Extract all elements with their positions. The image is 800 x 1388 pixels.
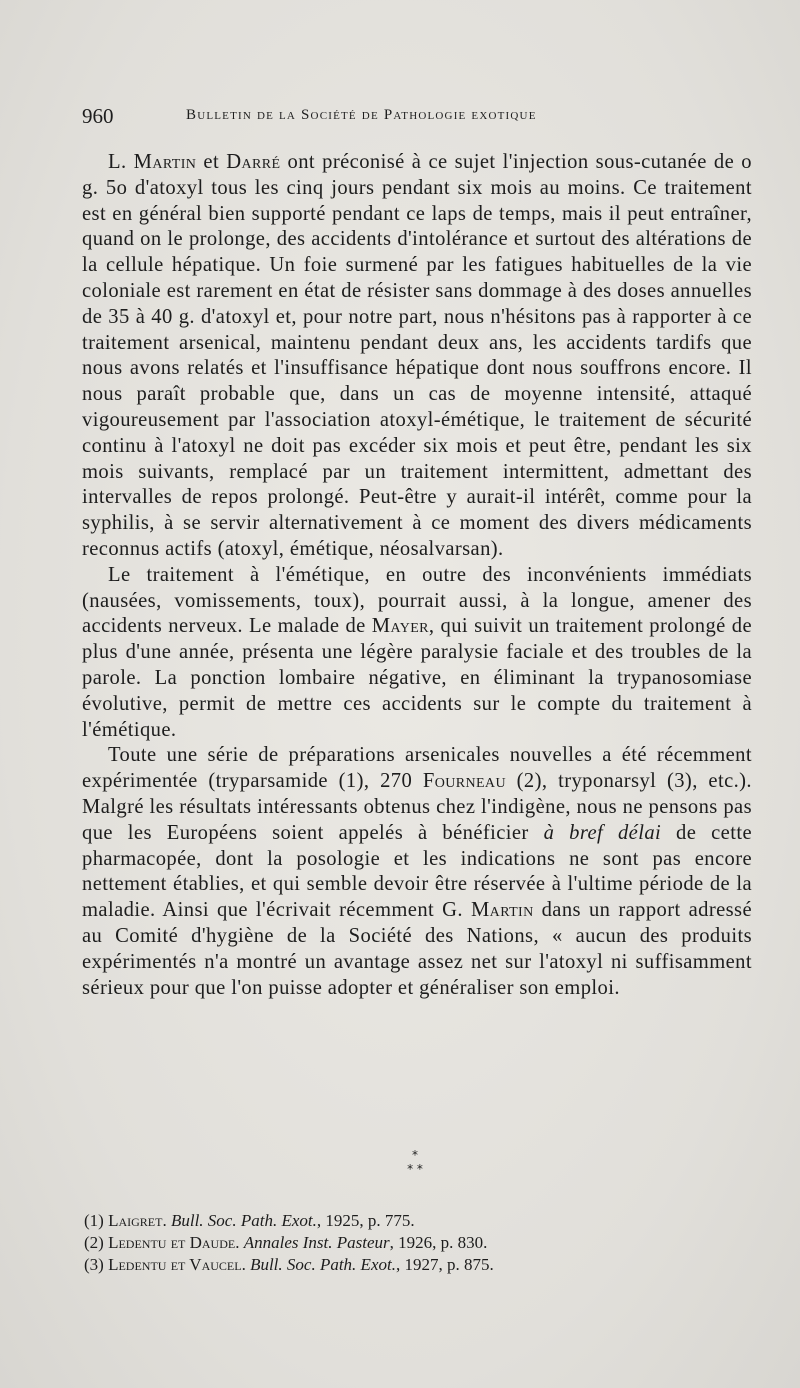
footnote — [84, 1210, 748, 1232]
separator-star-top: * — [412, 1148, 418, 1162]
footnote-author: Ledentu et Daude — [108, 1233, 236, 1252]
text-run: (2), tryponarsyl (3), etc.). Malgré les résultats intéressants obtenus chez l'indigène, nous ne pensons pas que les Européens soient appelés à bénéficier — [82, 770, 752, 844]
author-name: L. Martin — [108, 151, 197, 173]
footnote-sep: . — [235, 1233, 244, 1252]
footnote-journal: Bull. Soc. Path. Exot. — [170, 1211, 317, 1230]
footnote-author: Laigret — [108, 1211, 163, 1230]
text-run: de cette pharmacopée, dont la posologie et les indications ne sont pas encore nettement établies, et qui semble devoir être réservée à l'ultime période de la maladie. Ainsi que l'écrivait récemment G. — [82, 821, 752, 922]
author-name: Fourneau — [422, 770, 506, 793]
author-name: Darré — [226, 151, 281, 173]
footnote-number: (1) — [84, 1211, 109, 1230]
text-run: Le traitement à l'émétique, en outre des inconvénients immédiats (nausées, vomissements, toux), pourrait aussi, à la longue, amener des accidents nerveux. Le malade de — [82, 563, 752, 638]
body-text — [82, 150, 752, 1001]
footnote-journal: Bull. Soc. Path. Exot. — [250, 1255, 396, 1274]
footnote-ref: , 1925, p. 775. — [316, 1211, 415, 1230]
author-name: Mayer — [371, 615, 429, 638]
text-run: , qui suivit un traitement prolongé de plus d'une année, présenta une légère paralysie faciale et des troubles de la parole. La ponction lombaire négative, en éliminant la trypanosomiase évolutive, permit de mettre ces accidents sur le compte du traitement à l'émétique. — [82, 615, 752, 741]
footnote-sep: . — [162, 1211, 171, 1230]
footnotes — [84, 1210, 748, 1276]
footnote-ref: , 1927, p. 875. — [395, 1255, 494, 1274]
footnote — [84, 1232, 748, 1254]
text-run: et — [196, 151, 227, 173]
italic-phrase: à bref délai — [543, 821, 662, 844]
paragraph-1 — [82, 150, 752, 563]
footnote — [84, 1254, 748, 1276]
separator-stars-bottom: * * — [407, 1162, 423, 1176]
text-run: dans un rapport adressé au Comité d'hygiène de la Société des Nations, « aucun des produits expérimentés n'a montré un avantage assez net sur l'atoxyl ni suffisamment sérieux pour que l'on puisse adopter et généraliser son emploi. — [82, 899, 753, 999]
text-run: ont préconisé à ce sujet l'injection sous-cutanée de o g. 5o d'atoxyl tous les cinq jours pendant six mois au moins. Ce traitement est en général bien supporté pendant ce laps de temps, mais il peut entraîner, quand on le prolonge, des accidents d'intolérance et surtout des altérations de la cellule hépatique. Un foie surmené par les fatigues habituelles de la vie coloniale est rarement en état de résister sans dommage à des doses annuelles de 35 à 40 g. d'atoxyl et, pour notre part, nous n'hésitons pas à rapporter à ce traitement arsenical, maintenu pendant deux ans, les accidents tardifs que nous avons relatés et l'insuffisance hépatique dont nous souffrons encore. Il nous paraît probable que, dans un cas de moyenne intensité, attaqué vigoureusement par l'association atoxyl-émétique, le traitement de sécurité continu à l'atoxyl ne doit pas excéder six mois et peut être, pendant les six mois suivants, remplacé par un traitement intermittent, admettant des intervalles de repos prolongé. Peut-être y aurait-il intérêt, comme pour la syphilis, à se servir alternativement à ce moment des divers médicaments reconnus actifs (atoxyl, émétique, néosalvarsan). — [82, 151, 752, 560]
page-number: 960 — [82, 104, 114, 128]
paragraph-2 — [82, 563, 752, 744]
footnote-number: (2) — [84, 1233, 109, 1252]
paragraph-3 — [82, 743, 752, 1001]
footnote-ref: , 1926, p. 830. — [389, 1233, 488, 1252]
page-header — [82, 104, 748, 134]
text-run: Toute une série de préparations arsenicales nouvelles a été récemment expérimentée (tryparsamide (1), 270 — [82, 744, 752, 793]
footnote-sep: . — [241, 1255, 251, 1274]
author-name: Martin — [470, 899, 534, 922]
footnote-author: Ledentu et Vaucel — [108, 1255, 242, 1274]
section-separator — [80, 1148, 750, 1176]
running-title: Bulletin de la Société de Pathologie exotique — [186, 107, 537, 123]
footnote-number: (3) — [84, 1255, 109, 1274]
footnote-journal: Annales Inst. Pasteur — [243, 1233, 390, 1252]
